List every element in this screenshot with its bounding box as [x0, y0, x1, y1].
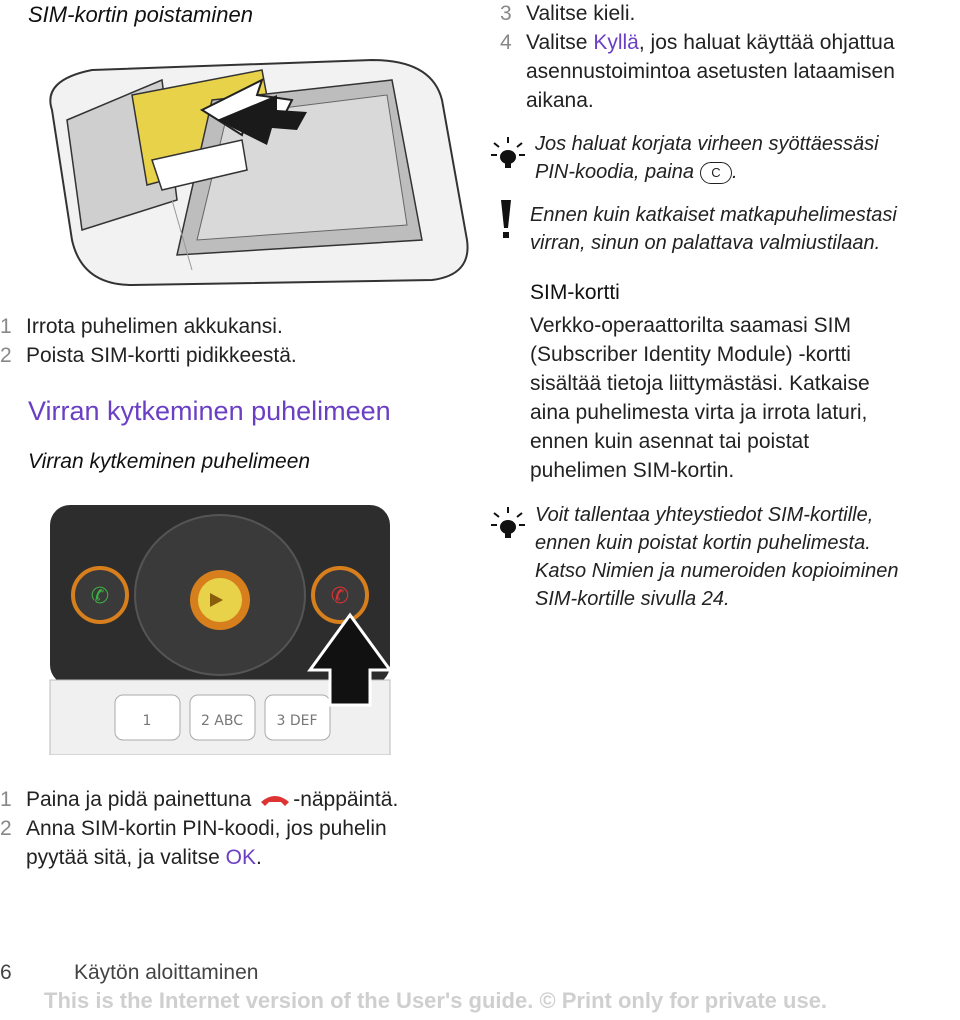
watermark-text: This is the Internet version of the User's guide. © Print only for private use. [44, 988, 828, 1013]
warning-exclamation-icon [499, 200, 513, 240]
step-text: Paina ja pidä painettuna [26, 788, 252, 811]
ok-link[interactable]: OK [225, 846, 256, 869]
heading-power-on: Virran kytkeminen puhelimeen [28, 396, 391, 426]
tip-lightbulb-icon [490, 505, 526, 541]
list-item: 4 Valitse Kyllä, jos haluat käyttää ohjattua [500, 28, 895, 57]
setup-steps [500, 0, 895, 115]
step-text: pyytää sitä, ja valitse [26, 846, 220, 869]
step-text: Poista SIM-kortti pidikkeestä. [26, 344, 297, 367]
chapter-title: Käytön aloittaminen [74, 961, 259, 984]
svg-text:✆: ✆ [330, 584, 350, 609]
page-number: 6 [0, 961, 12, 984]
step-number: 2 [0, 344, 12, 367]
step-number: 3 [500, 2, 512, 25]
step-text: aikana. [526, 89, 594, 112]
keypad-key-label: 2 ABC [200, 713, 244, 729]
step-number: 2 [0, 817, 12, 840]
step-text: Irrota puhelimen akkukansi. [26, 315, 283, 338]
power-on-steps [0, 785, 398, 872]
sim-card-paragraph: Verkko-operaattorilta saamasi SIM (Subscriber Identity Module) -kortti sisältää tietoja liittymästäsi. Katkaise aina puhelimesta virta ja irrota laturi, ennen kuin asennat tai poistat puhelimen SIM-kortin. [530, 314, 870, 482]
list-item [0, 341, 297, 370]
yes-link[interactable]: Kyllä [593, 31, 639, 54]
warning-power-off: Ennen kuin katkaiset matkapuhelimestasi virran, sinun on palattava valmiustilaan. [530, 204, 897, 254]
c-key-icon: C [700, 162, 732, 184]
section-title-remove-sim: SIM-kortin poistaminen [28, 2, 253, 27]
svg-text:✆: ✆ [90, 584, 110, 609]
subheading-power-on: Virran kytkeminen puhelimeen [28, 450, 311, 473]
end-call-key-icon [257, 790, 293, 810]
list-item [0, 814, 398, 843]
list-item [0, 312, 297, 341]
step-text: asennustoimintoa asetusten lataamisen [526, 60, 895, 83]
sim-card-heading: SIM-kortti [530, 281, 620, 304]
keypad-key-label: 1 [142, 713, 152, 729]
list-item: pyytää sitä, ja valitse OK. [26, 846, 262, 869]
list-item [500, 0, 895, 28]
step-text: Valitse kieli. [526, 2, 636, 25]
tip-save-contacts: Voit tallentaa yhteystiedot SIM-kortille, ennen kuin poistat kortin puhelimesta. Katso Nimien ja numeroiden kopioiminen SIM-kortille sivulla 24. [535, 504, 899, 610]
keypad-key-label: 3 DEF [276, 713, 318, 729]
step-text: -näppäintä. [293, 788, 399, 811]
step-number: 4 [500, 31, 512, 54]
phone-back-illustration [12, 40, 482, 290]
list-item [0, 785, 398, 814]
step-number: 1 [0, 788, 12, 811]
step-number: 1 [0, 315, 12, 338]
remove-sim-steps [0, 312, 297, 370]
phone-front-illustration [45, 505, 400, 755]
step-text: Anna SIM-kortin PIN-koodi, jos puhelin [26, 817, 387, 840]
tip-lightbulb-icon [490, 135, 526, 171]
tip-pin-correction: Jos haluat korjata virheen syöttäessäsi PIN-koodia, paina C . [535, 133, 879, 183]
